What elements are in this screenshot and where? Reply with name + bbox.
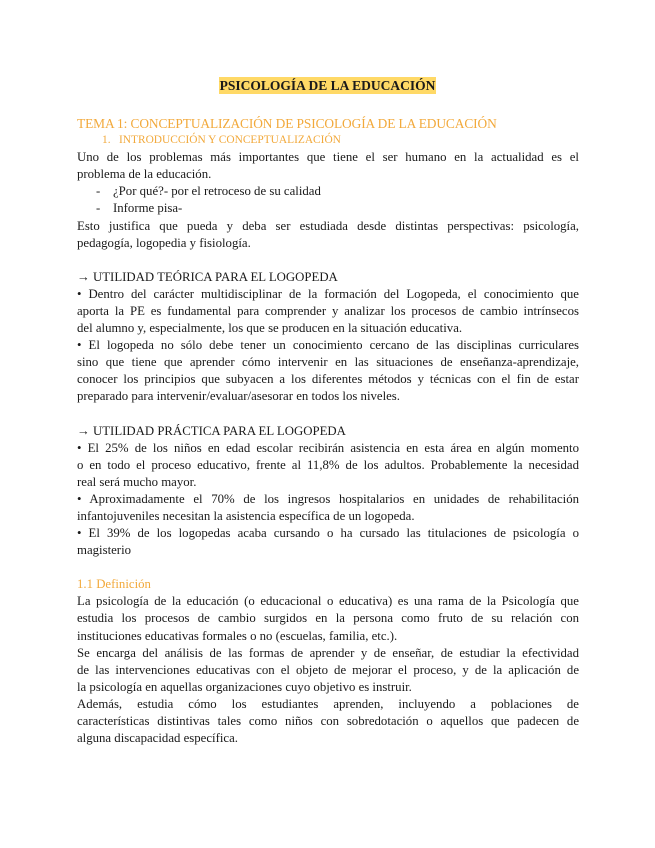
paragraph-line: Uno de los problemas más importantes que tiene el ser humano en la actualidad es el bbox=[77, 150, 579, 165]
paragraph-line: • Aproximadamente el 70% de los ingresos hospitalarios en unidades de rehabilitación bbox=[77, 491, 579, 506]
teorica-heading: → UTILIDAD TEÓRICA PARA EL LOGOPEDA bbox=[77, 269, 338, 284]
paragraph-line: Además, estudia cómo los estudiantes aprenden, incluyendo a poblaciones de bbox=[77, 696, 579, 711]
document-title: PSICOLOGÍA DE LA EDUCACIÓN bbox=[219, 78, 436, 93]
list-item-text: ¿Por qué?- por el retroceso de su calidad bbox=[113, 184, 321, 199]
paragraph-line: • El 39% de los logopedas acaba cursando o ha cursado las titulaciones de psicología o bbox=[77, 526, 579, 541]
section-heading bbox=[77, 132, 579, 149]
list-item-text: Informe pisa- bbox=[113, 201, 183, 216]
paragraph-line: aporta la PE es fundamental para comprender y analizar los procesos de cambio intrínsecos bbox=[77, 303, 579, 318]
paragraph-line: Esto justifica que pueda y deba ser estudiada desde distintas perspectivas: psicología, bbox=[77, 218, 579, 233]
title-wrapper bbox=[0, 77, 655, 95]
paragraph-line: preparado para intervenir/evaluar/asesorar en todos los niveles. bbox=[77, 389, 400, 404]
paragraph-line: del alumno y, especialmente, los que se producen en la situación educativa. bbox=[77, 321, 463, 336]
dash-bullet: - bbox=[96, 184, 101, 199]
paragraph-line: o en todo el proceso educativo, frente al 11,8% de los adultos. Probablemente la necesidad bbox=[77, 457, 579, 472]
paragraph-line: pedagogía, logopedia y fisiología. bbox=[77, 235, 251, 250]
section-title: INTRODUCCIÓN Y CONCEPTUALIZACIÓN bbox=[119, 134, 341, 147]
topic-heading: TEMA 1: CONCEPTUALIZACIÓN DE PSICOLOGÍA DE LA EDUCACIÓN bbox=[77, 116, 497, 131]
paragraph-line: de las intervenciones educativas con el objeto de mejorar el proceso, y de la aplicación de bbox=[77, 662, 579, 677]
spacer bbox=[77, 252, 579, 269]
paragraph-line: magisterio bbox=[77, 543, 132, 558]
document-body bbox=[77, 115, 579, 747]
paragraph-line: características distintivas tales como niños con sobredotación o aquellos que padecen de bbox=[77, 714, 579, 728]
paragraph-line: • Dentro del carácter multidisciplinar de la formación del Logopeda, el conocimiento que bbox=[77, 286, 579, 301]
dash-bullet: - bbox=[96, 201, 101, 216]
list-item bbox=[77, 183, 579, 200]
paragraph-line: alguna discapacidad específica. bbox=[77, 731, 238, 746]
paragraph-line: Se encarga del análisis de las formas de aprender y de enseñar, de estudiar la efectividad bbox=[77, 645, 579, 660]
paragraph-line: infantojuveniles necesitan la asistencia específica de un logopeda. bbox=[77, 508, 415, 523]
paragraph-line: • El 25% de los niños en edad escolar recibirán asistencia en esta área en algún momento bbox=[77, 440, 579, 455]
paragraph-line: real será mucho mayor. bbox=[77, 474, 197, 489]
paragraph-line: la psicología en aquellas organizaciones cuyo objetivo es instruir. bbox=[77, 679, 412, 694]
spacer bbox=[77, 406, 579, 423]
paragraph-line: • El logopeda no sólo debe tener un conocimiento cercano de las disciplinas curriculares bbox=[77, 338, 579, 353]
paragraph-line: sino que tiene que aprender cómo intervenir en las situaciones de enseñanza-aprendizaje, bbox=[77, 355, 579, 370]
paragraph-line: estudia los procesos de cambio surgidos en la persona como fruto de su relación con bbox=[77, 611, 579, 626]
paragraph-line: conocer los principios que subyacen a los diferentes métodos y técnicas con el fin de estar bbox=[77, 372, 579, 387]
paragraph-line: La psicología de la educación (o educacional o educativa) es una rama de la Psicología que bbox=[77, 594, 579, 609]
practica-heading: → UTILIDAD PRÁCTICA PARA EL LOGOPEDA bbox=[77, 423, 346, 438]
paragraph-line: problema de la educación. bbox=[77, 167, 212, 182]
list-item bbox=[77, 200, 579, 217]
section-number: 1. bbox=[102, 134, 111, 147]
spacer bbox=[77, 559, 579, 576]
definicion-heading: 1.1 Definición bbox=[77, 577, 151, 592]
paragraph-line: instituciones educativas formales o no (escuelas, familia, etc.). bbox=[77, 628, 398, 643]
